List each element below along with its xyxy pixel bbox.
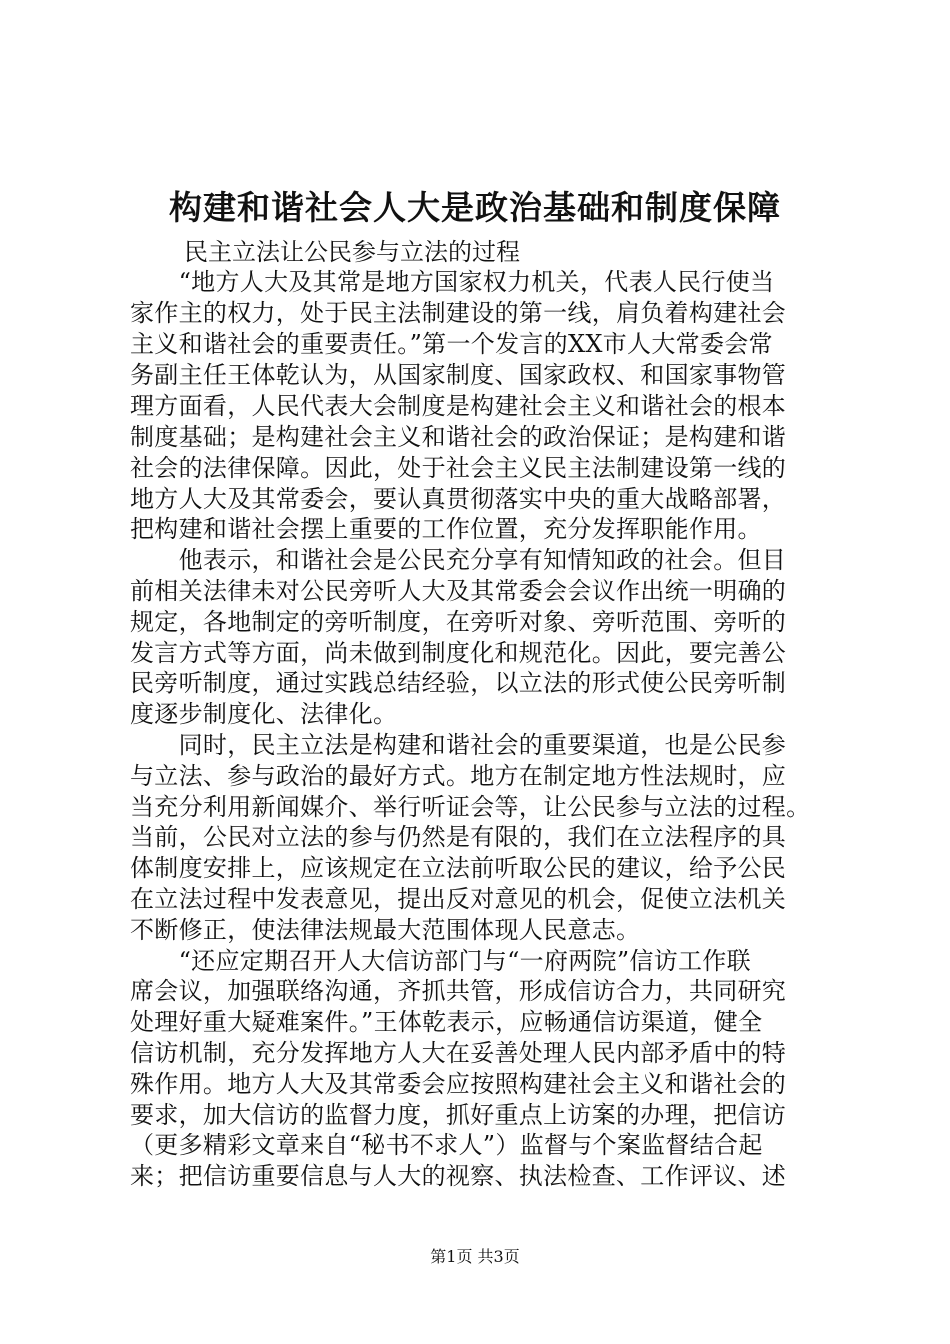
body-line: 前相关法律未对公民旁听人大及其常委会会议作出统一明确的 bbox=[130, 577, 787, 605]
body-line: 处理好重大疑难案件。”王体乾表示，应畅通信访渠道，健全 bbox=[130, 1008, 763, 1036]
body-line: 当充分利用新闻媒介、举行听证会等，让公民参与立法的过程。 bbox=[130, 793, 811, 821]
body-line: 家作主的权力，处于民主法制建设的第一线，肩负着构建社会 bbox=[130, 299, 787, 327]
body-line: 信访机制，充分发挥地方人大在妥善处理人民内部矛盾中的特 bbox=[130, 1039, 787, 1067]
body-line: 在立法过程中发表意见，提出反对意见的机会，促使立法机关 bbox=[130, 885, 787, 913]
body-line: “地方人大及其常是地方国家权力机关，代表人民行使当 bbox=[130, 268, 775, 296]
body-line: 发言方式等方面，尚未做到制度化和规范化。因此，要完善公 bbox=[130, 639, 787, 667]
body-line: 规定，各地制定的旁听制度，在旁听对象、旁听范围、旁听的 bbox=[130, 608, 787, 636]
body-line: 与立法、参与政治的最好方式。地方在制定地方性法规时，应 bbox=[130, 762, 787, 790]
document-subtitle: 民主立法让公民参与立法的过程 bbox=[184, 238, 520, 266]
body-line: 殊作用。地方人大及其常委会应按照构建社会主义和谐社会的 bbox=[130, 1070, 787, 1098]
body-line: 社会的法律保障。因此，处于社会主义民主法制建设第一线的 bbox=[130, 454, 787, 482]
body-line: 理方面看，人民代表大会制度是构建社会主义和谐社会的根本 bbox=[130, 392, 787, 420]
body-line: 席会议，加强联络沟通，齐抓共管，形成信访合力，共同研究 bbox=[130, 977, 787, 1005]
body-line: 当前，公民对立法的参与仍然是有限的，我们在立法程序的具 bbox=[130, 823, 787, 851]
body-line: 体制度安排上，应该规定在立法前听取公民的建议，给予公民 bbox=[130, 854, 787, 882]
body-line: （更多精彩文章来自“秘书不求人”）监督与个案监督结合起 bbox=[130, 1131, 763, 1159]
body-line: 来；把信访重要信息与人大的视察、执法检查、工作评议、述 bbox=[130, 1162, 787, 1190]
body-line: 度逐步制度化、法律化。 bbox=[130, 700, 398, 728]
body-line: 他表示，和谐社会是公民充分享有知情知政的社会。但目 bbox=[130, 546, 787, 574]
body-line: 民旁听制度，通过实践总结经验，以立法的形式使公民旁听制 bbox=[130, 669, 787, 697]
body-line: 不断修正，使法律法规最大范围体现人民意志。 bbox=[130, 916, 641, 944]
body-line: “还应定期召开人大信访部门与“一府两院”信访工作联 bbox=[130, 947, 751, 975]
body-line: 地方人大及其常委会，要认真贯彻落实中央的重大战略部署， bbox=[130, 485, 787, 513]
page-number-footer: 第1页 共3页 bbox=[430, 1247, 520, 1266]
body-line: 把构建和谐社会摆上重要的工作位置，充分发挥职能作用。 bbox=[130, 515, 762, 543]
body-line: 务副主任王体乾认为，从国家制度、国家政权、和国家事物管 bbox=[130, 361, 787, 389]
body-line: 要求，加大信访的监督力度，抓好重点上访案的办理，把信访 bbox=[130, 1101, 787, 1129]
body-line: 主义和谐社会的重要责任。”第一个发言的XX市人大常委会常 bbox=[130, 330, 773, 358]
document-title: 构建和谐社会人大是政治基础和制度保障 bbox=[169, 188, 781, 227]
body-line: 制度基础；是构建社会主义和谐社会的政治保证；是构建和谐 bbox=[130, 423, 787, 451]
body-line: 同时，民主立法是构建和谐社会的重要渠道，也是公民参 bbox=[130, 731, 787, 759]
